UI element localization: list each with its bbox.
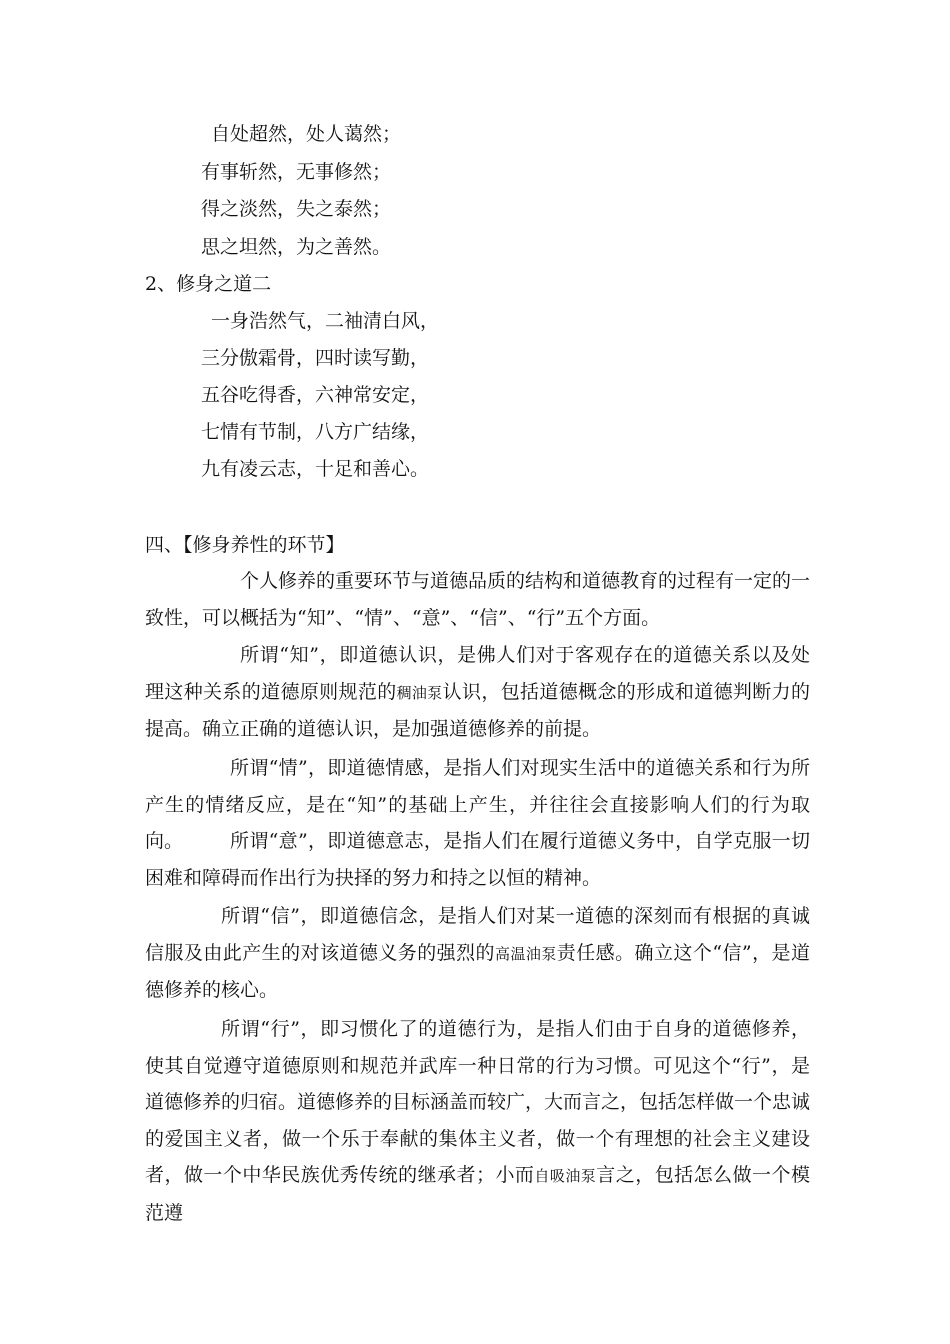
intro-paragraph: 个人修养的重要环节与道德品质的结构和道德教育的过程有一定的一致性，可以概括为“知”、“情”、“意”、“信”、“行”五个方面。 — [145, 570, 811, 629]
poem2-line-4: 七情有节制，八方广结缘， — [201, 421, 430, 443]
poem1-line-4: 思之坦然，为之善然。 — [201, 236, 392, 258]
poem1-line-1: 自处超然，处人蔼然； — [211, 123, 402, 145]
xing-text-a: 所谓“行”，即习惯化了的道德行为，是指人们由于自身的道德修养，使其自觉遵守道德原则和规范并武库一种日常的行为习惯。可见这个“行”，是道德修养的归宿。道德修养的目标涵盖而较广，大而言之，包括怎样做一个忠诚的爱国主义者，做一个乐于奉献的集体主义者，做一个有理想的社会主义建设者，做一个中华民族优秀传统的继承者；小而 — [145, 1018, 811, 1186]
xin-inline-small: 高温油泵 — [495, 944, 557, 963]
xin-paragraph — [145, 898, 810, 1009]
poem1-line-2: 有事斩然，无事修然； — [201, 161, 392, 183]
zhi-inline-small: 稠油泵 — [396, 683, 443, 702]
qing-paragraph: 所谓“情”，即道德情感，是指人们对现实生活中的道德关系和行为所产生的情绪反应，是在“知”的基础上产生，并往往会直接影响人们的行为取向。 — [145, 757, 810, 852]
poem2-line-5: 九有凌云志，十足和善心。 — [201, 458, 430, 480]
yi-paragraph: 所谓“意”，即道德意志，是指人们在履行道德义务中，自学克服一切困难和障碍而作出行为抉择的努力和持之以恒的精神。 — [145, 830, 810, 889]
zhi-paragraph — [145, 637, 810, 748]
poem2-line-3: 五谷吃得香，六神常安定， — [201, 384, 430, 406]
xin-text-a: 所谓“信”，即道德信念，是指人们对某一道德的深刻而有根据的真诚信服及由此产生的对该道德义务的强烈的 — [145, 905, 810, 964]
xing-paragraph — [145, 1011, 810, 1231]
zhi-text-a: 所谓“知”，即道德认识，是佛人们对于客观存在的道德关系以及处理这种关系的道德原则规范的 — [145, 644, 810, 703]
poem2-line-1: 一身浩然气，二袖清白风， — [211, 310, 440, 332]
xing-text-b: 言之，包括怎么做一个模范遵 — [145, 1164, 810, 1224]
section-2-title: 2、修身之道二 — [145, 273, 272, 295]
poem2-line-2: 三分傲霜骨，四时读写勤， — [201, 347, 430, 369]
zhi-text-b: 认识，包括道德概念的形成和道德判断力的提高。确立正确的道德认识，是加强道德修养的前提。 — [145, 680, 810, 740]
section-4-title: 四、【修身养性的环节】 — [145, 534, 345, 556]
xing-inline-small: 自吸油泵 — [534, 1167, 597, 1185]
xin-text-b: 责任感。确立这个“信”，是道德修养的核心。 — [145, 941, 810, 1001]
poem1-line-3: 得之淡然，失之泰然； — [201, 198, 392, 220]
